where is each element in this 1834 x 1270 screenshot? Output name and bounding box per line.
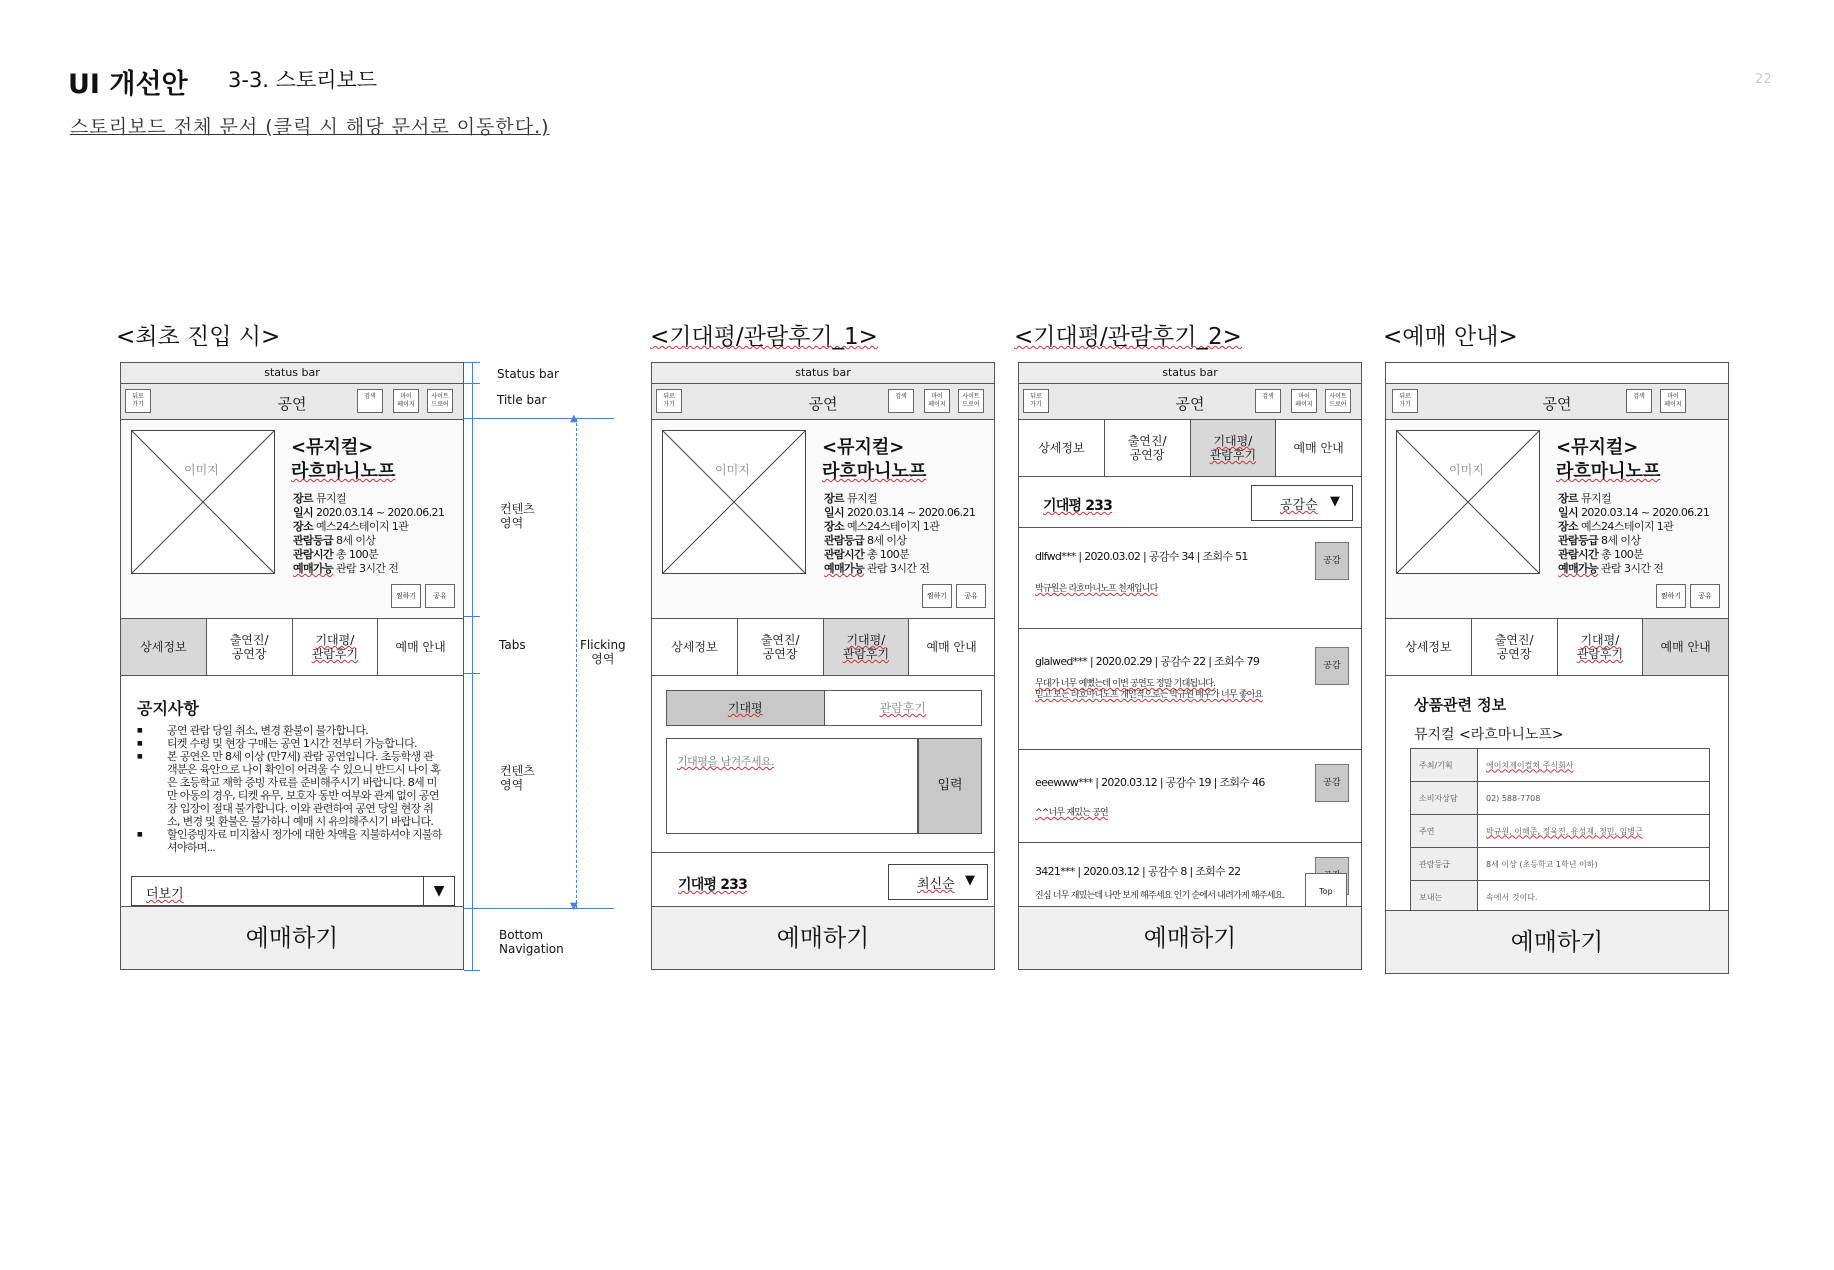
empathy-button[interactable]: 공감 — [1315, 764, 1349, 802]
review-text: ^^너무 재밌는 공연 — [1035, 808, 1108, 818]
review-subtabs — [666, 690, 982, 726]
table-row: 주최/기획 에이치제이컬쳐 주식회사 — [1411, 749, 1710, 782]
product-info: 장르 뮤지컬 일시 2020.03.14 ~ 2020.06.21 장소 예스24스테이지 1관 관람등급 8세 이상 관람시간 총 100분 예매가능 관람 3시간 전 — [824, 492, 976, 575]
tab-bar — [1019, 420, 1361, 477]
notice-item: ■ 본 공연은 만 8세 이상 (만7세) 관람 공연입니다. 초등학생 관객분은 육안으로 나이 확인이 어려울 수 있으니 반드시 나이 혹은 초등학교 재학 증빙 자료를 준비해주시기 바랍니다. 8세 미만 아동의 경우, 티켓 유무, 보호자 동반 여부와 관계 없이 공연장 입장이 절대 불가합니다. 이와 관련하여 공연 당일 현장 취소, 변경 및 환불은 불가하니 예매 시 유의해주시기 바랍니다. — [137, 750, 442, 828]
review-text: 진심 너무 재밌는데 나만 보게 해주세요 인기 순에서 내려가게 해주세요. — [1035, 891, 1285, 901]
section-label-first-entry: <최초 진입 시> — [116, 324, 281, 350]
product-title: <뮤지컬> 라흐마니노프 — [1556, 437, 1661, 482]
book-button[interactable]: 예매하기 — [1019, 906, 1361, 969]
section-label-review-2: <기대평/관람후기_2> — [1014, 324, 1242, 350]
product-info-table — [1410, 748, 1710, 914]
phone-first-entry — [120, 362, 464, 970]
annotation-axis — [472, 362, 473, 970]
tab-review[interactable]: 기대평/ 관람후기 — [824, 619, 910, 675]
share-button[interactable]: 공유 — [425, 584, 455, 608]
status-bar: status bar — [652, 363, 994, 384]
scroll-top-button[interactable]: Top — [1305, 873, 1347, 911]
back-button[interactable]: 뒤로 가기 — [656, 389, 682, 413]
search-button[interactable]: 검색 — [357, 389, 383, 413]
page-title: UI 개선안 — [68, 69, 188, 100]
section-label-booking: <예매 안내> — [1383, 324, 1518, 350]
review-input-placeholder: 기대평을 남겨주세요. — [677, 755, 775, 768]
mypage-button[interactable]: 마이 페이지 — [393, 389, 419, 413]
chevron-down-icon: ▼ — [1330, 494, 1340, 509]
annotation-tick — [464, 970, 480, 971]
notice-list — [137, 724, 442, 854]
screen-title: 공연 — [1542, 395, 1572, 413]
review-text: 박규원은 라흐마니노프 천재입니다 — [1035, 584, 1158, 594]
annotation-tick — [464, 616, 480, 617]
status-bar: status bar — [1019, 363, 1361, 384]
product-info: 장르 뮤지컬 일시 2020.03.14 ~ 2020.06.21 장소 예스24스테이지 1관 관람등급 8세 이상 관람시간 총 100분 예매가능 관람 3시간 전 — [1558, 492, 1710, 575]
annotation-bottom-nav: Bottom Navigation — [499, 928, 564, 956]
tab-bar — [652, 619, 994, 676]
notice-item: ■ 할인증빙자료 미지참시 정가에 대한 차액을 지불하셔야 지불하셔야하며... — [137, 828, 442, 854]
annotation-tick — [464, 362, 480, 363]
image-placeholder-icon — [1397, 431, 1539, 573]
share-button[interactable]: 공유 — [1690, 584, 1720, 608]
book-button[interactable]: 예매하기 — [652, 906, 994, 969]
title-bar — [121, 384, 463, 420]
mypage-button[interactable]: 마이 페이지 — [924, 389, 950, 413]
tab-detail[interactable]: 상세정보 — [121, 619, 207, 675]
poster-image — [662, 430, 806, 574]
review-meta: 3421*** | 2020.03.12 | 공감수 8 | 조회수 22 — [1035, 865, 1241, 878]
empathy-button[interactable]: 공감 — [1315, 542, 1349, 580]
search-button[interactable]: 검색 — [888, 389, 914, 413]
booking-info-content — [1386, 676, 1728, 916]
tab-booking[interactable]: 예매 안내 — [378, 619, 463, 675]
image-placeholder-icon — [663, 431, 805, 573]
empathy-button[interactable]: 공감 — [1315, 647, 1349, 685]
tab-cast[interactable]: 출연진/ 공연장 — [738, 619, 824, 675]
status-bar: status bar — [121, 363, 463, 384]
annotation-content-bottom: 컨텐츠 영역 — [500, 764, 535, 792]
poster-image — [131, 430, 275, 574]
storyboard-link[interactable]: 스토리보드 전체 문서 (클릭 시 해당 문서로 이동한다.) — [70, 116, 550, 138]
review-item — [1019, 843, 1361, 915]
screen-title: 공연 — [277, 395, 307, 413]
table-row: 소비자상담 02) 588-7708 — [1411, 782, 1710, 815]
review-count: 기대평 233 — [1043, 498, 1113, 514]
annotation-status-bar: Status bar — [497, 367, 559, 381]
product-header — [1386, 420, 1728, 619]
table-row: 관람등급 8세 이상 (초등학교 1학년 이하) — [1411, 848, 1710, 881]
back-button[interactable]: 뒤로 가기 — [1392, 389, 1418, 413]
image-label: 이미지 — [184, 463, 219, 477]
annotation-tabs: Tabs — [499, 638, 526, 652]
review-item — [1019, 750, 1361, 843]
page-number: 22 — [1755, 72, 1772, 87]
annotation-tick — [464, 418, 614, 419]
phone-review-1 — [651, 362, 995, 970]
mypage-button[interactable]: 마이 페이지 — [1660, 389, 1686, 413]
arrow-down-icon: ▼ — [570, 901, 578, 912]
screen-title: 공연 — [808, 395, 838, 413]
tab-booking[interactable]: 예매 안내 — [1276, 420, 1361, 476]
annotation-tick — [464, 383, 480, 384]
sort-dropdown[interactable]: 공감순 ▼ — [1251, 485, 1353, 521]
tab-cast[interactable]: 출연진/ 공연장 — [1472, 619, 1558, 675]
product-title: <뮤지컬> 라흐마니노프 — [822, 437, 927, 482]
title-bar — [1386, 384, 1728, 420]
subtab-expect[interactable]: 기대평 — [667, 691, 825, 725]
chevron-down-icon: ▼ — [965, 873, 975, 888]
notice-content — [121, 676, 463, 912]
tab-booking[interactable]: 예매 안내 — [1643, 619, 1728, 675]
phone-review-2 — [1018, 362, 1362, 970]
review-input[interactable] — [666, 738, 918, 834]
review-list-header — [1019, 477, 1361, 528]
review-meta: eeewww*** | 2020.03.12 | 공감수 19 | 조회수 46 — [1035, 776, 1265, 789]
like-button[interactable]: 찜하기 — [1656, 584, 1686, 608]
page-subtitle: 3-3. 스토리보드 — [228, 68, 378, 92]
sort-dropdown[interactable]: 최신순 ▼ — [888, 864, 988, 900]
tab-detail[interactable]: 상세정보 — [652, 619, 738, 675]
section-title: 상품관련 정보 — [1414, 696, 1507, 714]
sitemap-button[interactable]: 사이트 드로어 — [427, 389, 453, 413]
table-row: 보내는 속에서 것이다. — [1411, 881, 1710, 914]
product-info: 장르 뮤지컬 일시 2020.03.14 ~ 2020.06.21 장소 예스24스테이지 1관 관람등급 8세 이상 관람시간 총 100분 예매가능 관람 3시간 전 — [293, 492, 445, 575]
notice-title: 공지사항 — [137, 699, 199, 718]
image-label: 이미지 — [1449, 463, 1484, 477]
product-title: <뮤지컬> 라흐마니노프 — [291, 437, 396, 482]
more-label: 더보기 — [146, 887, 184, 902]
annotation-title-bar: Title bar — [497, 393, 547, 407]
product-header — [652, 420, 994, 619]
review-meta: glalwed*** | 2020.02.29 | 공감수 22 | 조회수 79 — [1035, 655, 1260, 668]
subtab-review[interactable]: 관람후기 — [879, 701, 926, 715]
notice-item: ■ 티켓 수령 및 현장 구매는 공연 1시간 전부터 가능합니다. — [137, 737, 442, 750]
title-bar — [1019, 384, 1361, 420]
product-line: 뮤지컬 <라흐마니노프> — [1414, 727, 1564, 743]
back-button[interactable]: 뒤로 가기 — [1023, 389, 1049, 413]
tab-booking[interactable]: 예매 안내 — [909, 619, 994, 675]
review-meta: dlfwd*** | 2020.03.02 | 공감수 34 | 조회수 51 — [1035, 550, 1248, 563]
image-label: 이미지 — [715, 463, 750, 477]
tab-detail[interactable]: 상세정보 — [1386, 619, 1472, 675]
like-button[interactable]: 찜하기 — [391, 584, 421, 608]
poster-image — [1396, 430, 1540, 574]
tab-review[interactable]: 기대평/ 관람후기 — [293, 619, 379, 675]
tab-review[interactable]: 기대평/ 관람후기 — [1191, 420, 1277, 476]
phone-booking-info — [1385, 362, 1729, 974]
annotation-flicking: Flicking 영역 — [580, 638, 626, 666]
back-button[interactable]: 뒤로 가기 — [125, 389, 151, 413]
title-bar — [652, 384, 994, 420]
annotation-tick — [464, 908, 614, 909]
flicking-arrow — [576, 418, 578, 908]
status-bar — [1386, 363, 1728, 384]
book-button[interactable]: 예매하기 — [1386, 910, 1728, 973]
tab-review[interactable]: 기대평/ 관람후기 — [1558, 619, 1644, 675]
search-button[interactable]: 검색 — [1626, 389, 1652, 413]
mypage-button[interactable]: 마이 페이지 — [1291, 389, 1317, 413]
submit-button[interactable]: 입력 — [918, 738, 982, 834]
sitemap-button[interactable]: 사이트 드로어 — [958, 389, 984, 413]
tab-bar — [1386, 619, 1728, 676]
book-button[interactable]: 예매하기 — [121, 906, 463, 969]
arrow-up-icon: ▲ — [570, 413, 578, 424]
notice-item: ■ 공연 관람 당일 취소, 변경 환불이 불가합니다. — [137, 724, 442, 737]
review-item — [1019, 528, 1361, 629]
like-button[interactable]: 찜하기 — [922, 584, 952, 608]
search-button[interactable]: 검색 — [1255, 389, 1281, 413]
chevron-down-icon: ▼ — [423, 877, 454, 905]
section-label-review-1: <기대평/관람후기_1> — [650, 324, 878, 350]
annotation-tick — [464, 673, 480, 674]
table-row: 주연 박규원, 이해준, 정욱진, 유성재, 정민, 임병근 — [1411, 815, 1710, 848]
tab-cast[interactable]: 출연진/ 공연장 — [207, 619, 293, 675]
review-text: 무대가 너무 예뻤는데 이번 공연도 정말 기대됩니다. 믿고 보는 라흐마니노프 개인적으로는 박규원 배우가 너무 좋아요 — [1035, 679, 1263, 700]
more-dropdown[interactable] — [131, 876, 455, 906]
divider — [652, 852, 994, 853]
share-button[interactable]: 공유 — [956, 584, 986, 608]
image-placeholder-icon — [132, 431, 274, 573]
screen-title: 공연 — [1175, 395, 1205, 413]
tab-cast[interactable]: 출연진/ 공연장 — [1105, 420, 1191, 476]
review-count: 기대평 233 — [678, 877, 748, 893]
sitemap-button[interactable]: 사이트 드로어 — [1325, 389, 1351, 413]
review-item — [1019, 629, 1361, 750]
product-header — [121, 420, 463, 619]
review-write-content — [652, 676, 994, 912]
tab-bar — [121, 619, 463, 676]
tab-detail[interactable]: 상세정보 — [1019, 420, 1105, 476]
annotation-content-top: 컨텐츠 영역 — [500, 502, 535, 530]
